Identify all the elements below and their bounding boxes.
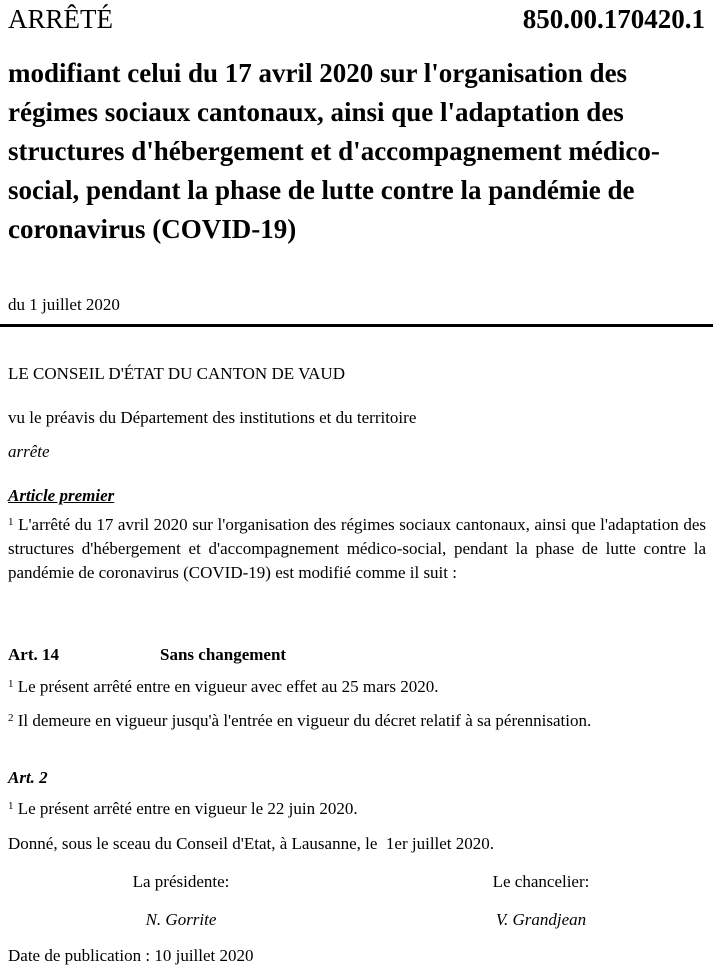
publication-date: Date de publication : 10 juillet 2020 [8,946,254,965]
article-premier-heading: Article premier [8,486,115,505]
art14-number: Art. 14 [8,645,59,664]
paragraph-number: 2 [8,712,14,724]
paragraph-text: Le présent arrêté entre en vigueur le 22 juin 2020. [17,799,358,818]
document-subtitle: modifiant celui du 17 avril 2020 sur l'organisation des régimes sociaux cantonaux, ainsi que l'adaptation des structures d'hébergement et d'accompagnement médico-social, pendant la phase de lutte contre la pandémie de coronavirus (COVID-19) [8,58,660,244]
art14-heading [8,643,706,667]
paragraph-text: L'arrêté du 17 avril 2020 sur l'organisation des régimes sociaux cantonaux, ainsi que l'adaptation des structures d'hébergement et d'accompagnement médico-social, pendant la phase de lutte contre la pandémie de coronavirus (COVID-19) est modifié comme il suit : [8,515,707,582]
document-date: du 1 juillet 2020 [8,295,120,314]
preamble-arrete: arrête [8,442,50,461]
article-premier-paragraph-1 [8,513,706,585]
art2-paragraph-1 [8,797,358,821]
chancellor-name: V. Grandjean [495,910,587,929]
paragraph-text: Le présent arrêté entre en vigueur avec effet au 25 mars 2020. [17,677,439,696]
president-name: N. Gorrite [145,910,217,929]
issuing-authority: LE CONSEIL D'ÉTAT DU CANTON DE VAUD [8,364,345,383]
chancellor-label: Le chancelier: [492,872,590,891]
preamble-vu: vu le préavis du Département des institutions et du territoire [8,408,417,427]
art2-heading: Art. 2 [8,768,48,787]
art14-title: Sans changement [160,645,287,664]
paragraph-text: Il demeure en vigueur jusqu'à l'entrée en vigueur du décret relatif à sa pérennisation. [17,711,592,730]
art14-paragraph-1 [8,675,438,699]
document-type: ARRÊTÉ [8,4,113,34]
paragraph-number: 1 [8,516,14,528]
document-header [8,2,705,42]
document-reference: 850.00.170420.1 [522,4,705,34]
paragraph-number: 1 [8,800,14,812]
given-under-seal: Donné, sous le sceau du Conseil d'Etat, à Lausanne, le 1er juillet 2020. [8,834,495,853]
art14-paragraph-2 [8,709,706,733]
president-label: La présidente: [132,872,230,891]
paragraph-number: 1 [8,678,14,690]
header-divider [0,324,713,327]
